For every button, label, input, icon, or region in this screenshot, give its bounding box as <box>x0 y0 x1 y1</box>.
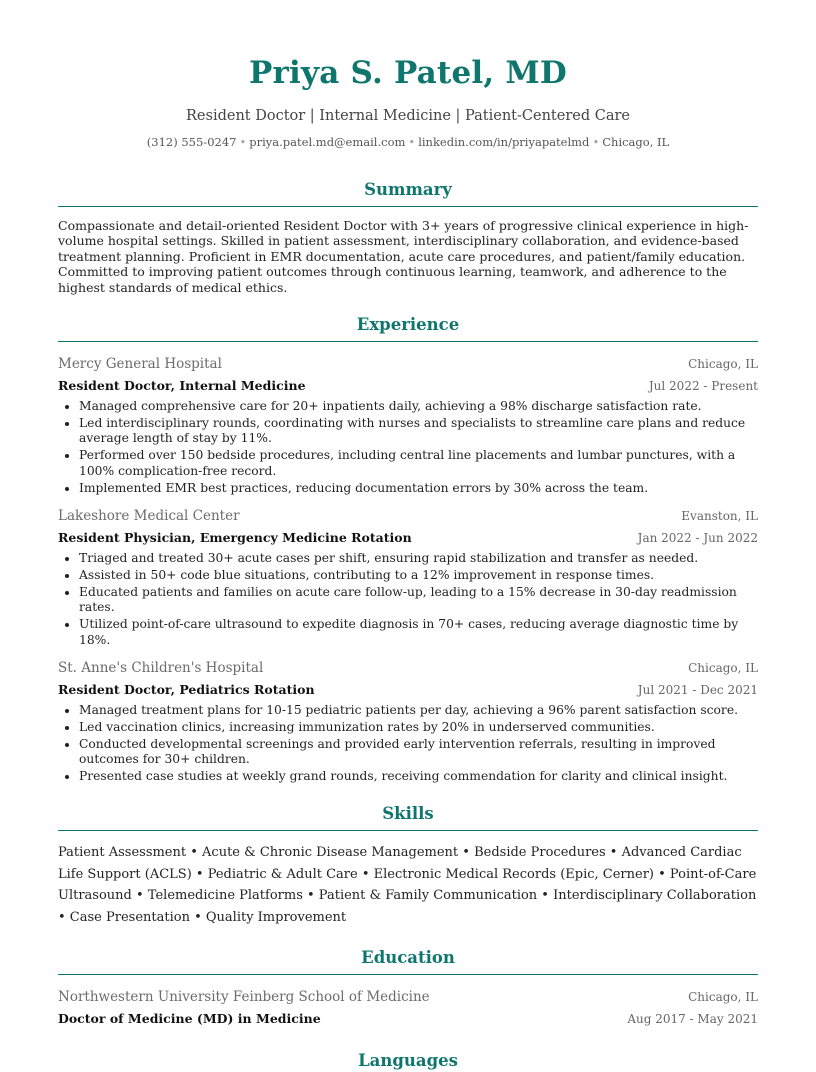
job-org-row <box>58 507 758 525</box>
separator: • <box>239 135 247 149</box>
linkedin-link[interactable]: linkedin.com/in/priyapatelmd <box>418 135 590 149</box>
section-divider <box>58 830 758 831</box>
separator: • <box>592 135 600 149</box>
separator: • <box>408 135 416 149</box>
job-location: Chicago, IL <box>688 660 758 675</box>
job-bullets <box>58 703 758 785</box>
job-dates: Jan 2022 - Jun 2022 <box>637 530 758 545</box>
candidate-name: Priya S. Patel, MD <box>249 55 567 91</box>
phone: (312) 555-0247 <box>146 135 237 149</box>
job-bullets <box>58 551 758 648</box>
experience-section <box>58 314 758 784</box>
education-school: Northwestern University Feinberg School of Medicine <box>58 989 430 1006</box>
job-bullet: • Managed comprehensive care for 20+ inpatients daily, achieving a 98% discharge satisfaction rate. <box>79 399 758 414</box>
location: Chicago, IL <box>602 135 670 149</box>
job-entry <box>58 355 758 496</box>
job-role-row <box>58 529 758 547</box>
education-degree-row <box>58 1010 758 1028</box>
summary-text: Compassionate and detail-oriented Resident Doctor with 3+ years of progressive clinical experience in high-volume hospital settings. Skilled in patient assessment, interdisciplinary collaboration, and evidence-based treatment planning. Proficient in EMR documentation, acute care procedures, and patient/family education. Committed to improving patient outcomes through continuous learning, teamwork, and adherence to the highest standards of medical ethics. <box>58 218 749 295</box>
job-bullet: • Led interdisciplinary rounds, coordinating with nurses and specialists to streamline care plans and reduce average length of stay by 11%. <box>79 416 758 447</box>
job-role-row <box>58 681 758 699</box>
job-location: Evanston, IL <box>681 508 758 523</box>
job-organization: Mercy General Hospital <box>58 356 222 373</box>
job-bullet: • Educated patients and families on acute care follow-up, leading to a 15% decrease in 30-day readmission rates. <box>79 585 758 616</box>
job-bullet: • Performed over 150 bedside procedures, including central line placements and lumbar punctures, with a 100% complication-free record. <box>79 448 758 479</box>
job-bullet: • Conducted developmental screenings and provided early intervention referrals, resulting in improved outcomes for 30+ children. <box>79 737 758 768</box>
section-title-skills: Skills <box>382 804 434 824</box>
job-dates: Jul 2022 - Present <box>648 379 758 394</box>
section-divider <box>58 206 758 207</box>
job-title: Resident Physician, Emergency Medicine Rotation <box>58 529 412 545</box>
resume-page <box>58 0 758 1072</box>
job-bullet: • Managed treatment plans for 10-15 pediatric patients per day, achieving a 96% parent satisfaction score. <box>79 703 758 718</box>
job-title: Resident Doctor, Internal Medicine <box>58 378 306 394</box>
job-bullet: • Assisted in 50+ code blue situations, contributing to a 12% improvement in response times. <box>79 568 758 583</box>
job-bullet: • Presented case studies at weekly grand rounds, receiving commendation for clarity and clinical insight. <box>79 769 758 784</box>
skills-section <box>58 803 758 928</box>
education-section <box>58 947 758 1028</box>
job-org-row <box>58 659 758 677</box>
section-divider <box>58 974 758 975</box>
job-org-row <box>58 355 758 373</box>
section-title-languages: Languages <box>358 1051 458 1071</box>
job-dates: Jul 2021 - Dec 2021 <box>637 682 758 697</box>
email-link[interactable]: priya.patel.md@email.com <box>249 135 406 149</box>
job-location: Chicago, IL <box>688 357 758 372</box>
section-title-experience: Experience <box>356 315 460 335</box>
skills-list: Patient Assessment • Acute & Chronic Disease Management • Bedside Procedures • Advanced Cardiac Life Support (ACLS) • Pediatric & Adult Care • Electronic Medical Records (Epic, Cerner) • Point-of-Care Ultrasound • Telemedicine Platforms • Patient & Family Communication • Interdisciplinary Collaboration • Case Presentation • Quality Improvement <box>58 845 757 925</box>
education-location: Chicago, IL <box>688 990 758 1005</box>
job-title: Resident Doctor, Pediatrics Rotation <box>58 681 315 697</box>
education-school-row <box>58 988 758 1006</box>
contact-line <box>58 134 758 150</box>
section-divider <box>58 341 758 342</box>
job-entry <box>58 659 758 785</box>
education-degree: Doctor of Medicine (MD) in Medicine <box>58 1011 321 1027</box>
section-title-education: Education <box>361 948 455 968</box>
summary-section <box>58 179 758 295</box>
education-dates: Aug 2017 - May 2021 <box>627 1012 758 1027</box>
job-bullet: • Implemented EMR best practices, reducing documentation errors by 30% across the team. <box>79 481 758 496</box>
headline: Resident Doctor | Internal Medicine | Patient-Centered Care <box>186 108 630 124</box>
job-organization: Lakeshore Medical Center <box>58 507 240 524</box>
job-bullet: • Utilized point-of-care ultrasound to expedite diagnosis in 70+ cases, reducing average diagnostic time by 18%. <box>79 617 758 648</box>
job-organization: St. Anne's Children's Hospital <box>58 659 264 676</box>
job-entry <box>58 507 758 648</box>
job-bullet: • Triaged and treated 30+ acute cases per shift, ensuring rapid stabilization and transfer as needed. <box>79 551 758 566</box>
job-bullets <box>58 399 758 496</box>
section-title-summary: Summary <box>364 180 452 199</box>
job-bullet: • Led vaccination clinics, increasing immunization rates by 20% in underserved communities. <box>79 720 758 735</box>
job-role-row <box>58 377 758 395</box>
languages-section <box>58 1050 758 1072</box>
